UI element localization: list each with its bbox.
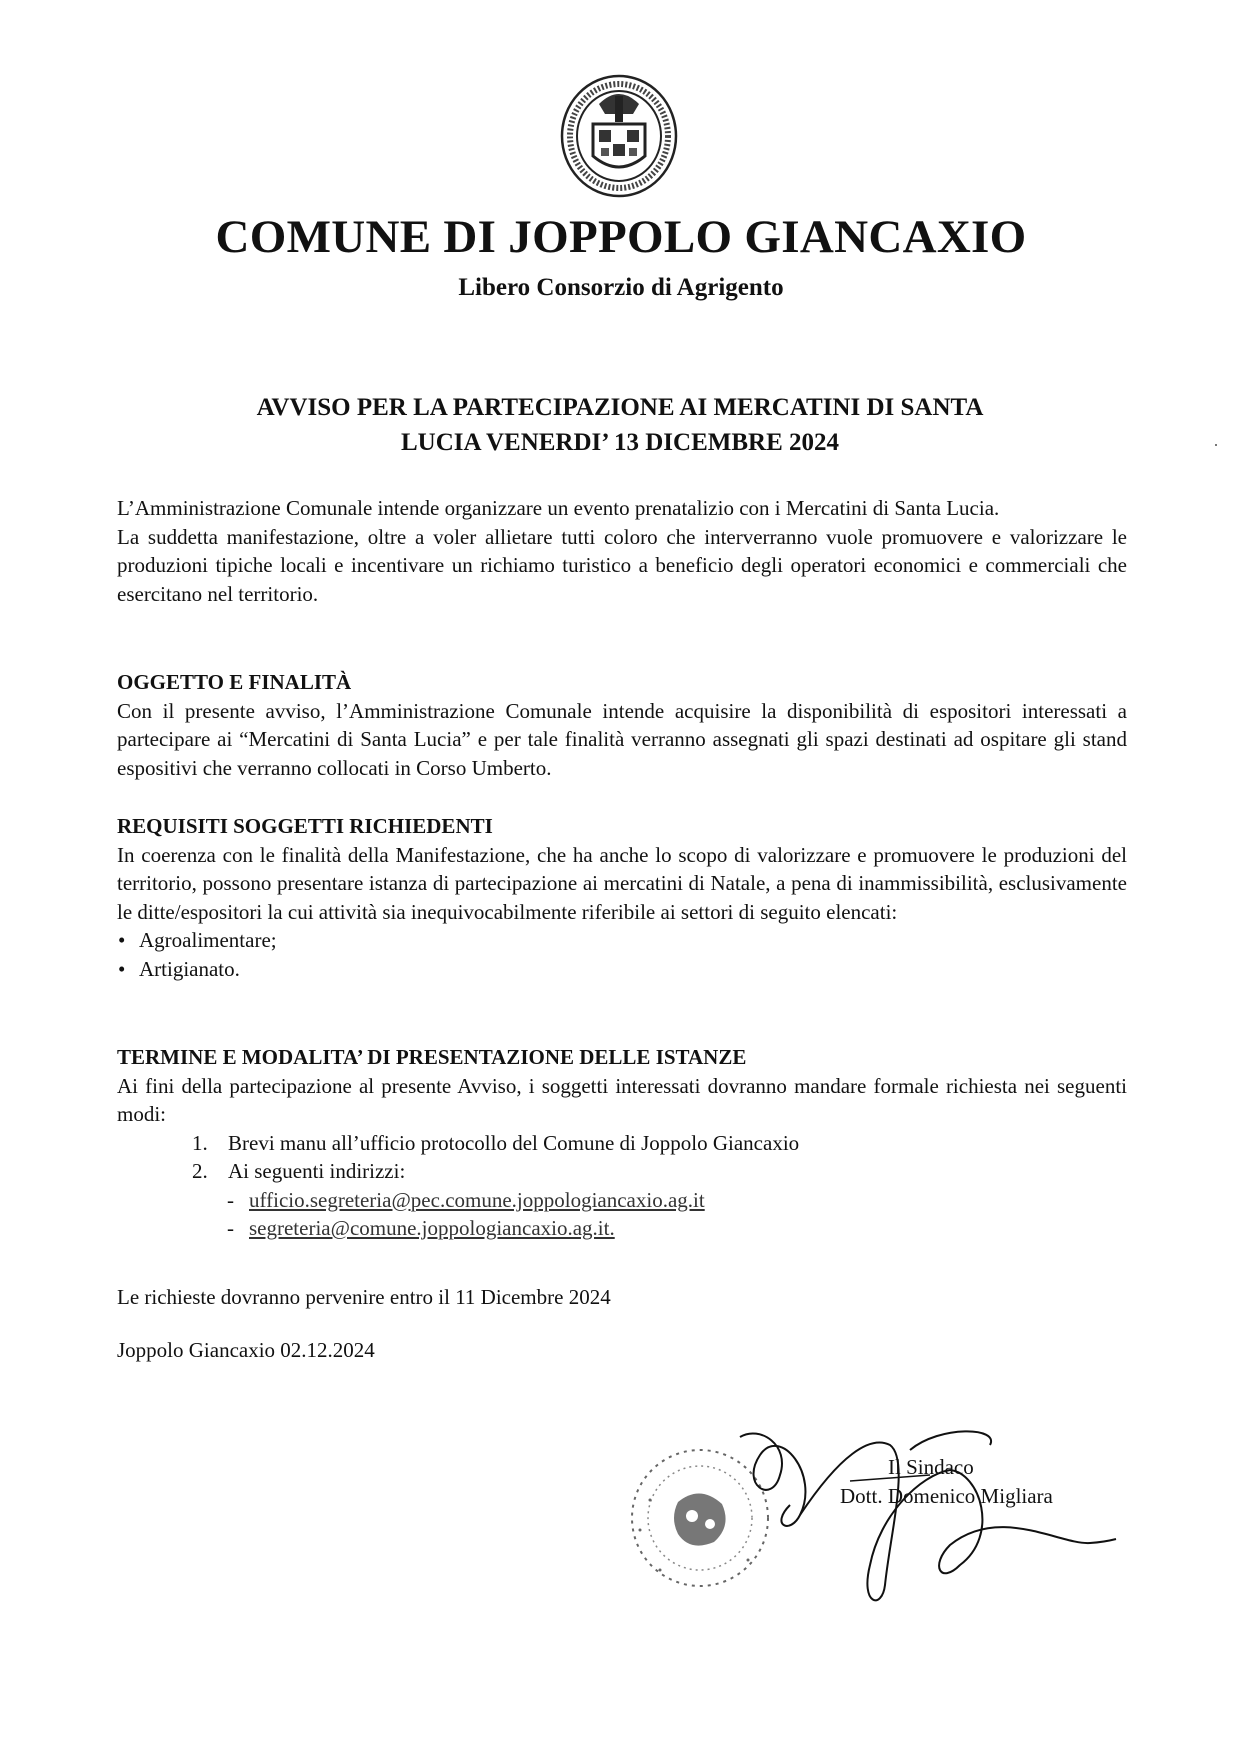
signatory-name: Dott. Domenico Migliara [840, 1484, 1053, 1508]
termine-heading: TERMINE E MODALITA’ DI PRESENTAZIONE DELLE ISTANZE [117, 1045, 747, 1069]
requisiti-heading: REQUISITI SOGGETTI RICHIEDENTI [117, 814, 493, 838]
list-item-label: Brevi manu all’ufficio protocollo del Comune di Joppolo Giancaxio [228, 1130, 800, 1155]
intro-paragraph-1: L’Amministrazione Comunale intende organizzare un evento prenatalizio con i Mercatini di Santa Lucia. [117, 496, 1000, 520]
oggetto-heading: OGGETTO E FINALITÀ [117, 670, 352, 694]
sectors-list [117, 926, 1127, 983]
list-number: 2. [192, 1159, 208, 1183]
list-item-label: Ai seguenti indirizzi: [228, 1159, 406, 1183]
page-subtitle: Libero Consorzio di Agrigento [458, 274, 784, 301]
list-item [192, 1157, 1127, 1186]
intro-section [117, 494, 1127, 608]
oggetto-text: Con il presente avviso, l’Amministrazione Comunale intende acquisire la disponibilità di espositori interessati a partecipare ai “Mercatini di Santa Lucia” e per tale finalità verranno assegnati gli spazi destinati ad ospitare gli stand espositivi che verranno collocati in Corso Umberto. [117, 698, 1127, 780]
requisiti-section [117, 812, 1127, 983]
notice-title-line-2: LUCIA VENERDI’ 13 DICEMBRE 2024 [400, 429, 839, 456]
list-item [227, 1214, 1127, 1243]
intro-paragraph-2: La suddetta manifestazione, oltre a voler allietare tutti coloro che interverranno vuole promuovere e valorizzare le produzioni tipiche locali e incentivare un richiamo turistico a beneficio degli operatori economici e commerciali che esercitano nel territorio. [117, 524, 1127, 606]
signatory-role: Il Sindaco [888, 1455, 974, 1479]
address-list [117, 1186, 1127, 1243]
list-item [192, 1129, 1127, 1158]
termine-text: Ai fini della partecipazione al presente Avviso, i soggetti interessati dovranno mandare formale richiesta nei seguenti modi: [117, 1073, 1127, 1126]
list-item: • Agroalimentare; [117, 926, 1127, 955]
segreteria-email-link[interactable]: segreteria@comune.joppologiancaxio.ag.it. [249, 1216, 615, 1240]
handwritten-signature [700, 1415, 1120, 1615]
notice-title-line-1: AVVISO PER LA PARTECIPAZIONE AI MERCATINI DI SANTA [256, 394, 984, 421]
notice-title [100, 390, 1140, 460]
list-item: • Artigianato. [117, 955, 1127, 984]
oggetto-section [117, 668, 1127, 782]
coat-of-arms-emblem [559, 74, 679, 198]
requisiti-text: In coerenza con le finalità della Manifestazione, che ha anche lo scopo di valorizzare e promuovere le produzioni del territorio, possono presentare istanza di partecipazione ai mercatini di Natale, a pena di inammissibilità, esclusivamente le ditte/espositori la cui attività sia inequivocabilmente riferibile ai settori di seguito elencati: [117, 842, 1127, 924]
deadline-text: Le richieste dovranno pervenire entro il 11 Dicembre 2024 [117, 1285, 611, 1309]
scan-speck [1215, 444, 1217, 446]
list-item [227, 1186, 1127, 1215]
pec-email-link[interactable]: ufficio.segreteria@pec.comune.joppologiancaxio.ag.it [249, 1187, 705, 1212]
place-date: Joppolo Giancaxio 02.12.2024 [117, 1338, 375, 1362]
list-number: 1. [192, 1130, 208, 1155]
termine-section [117, 1043, 1127, 1243]
page-title: COMUNE DI JOPPOLO GIANCAXIO [215, 211, 1027, 263]
submission-modes-list [117, 1129, 1127, 1186]
